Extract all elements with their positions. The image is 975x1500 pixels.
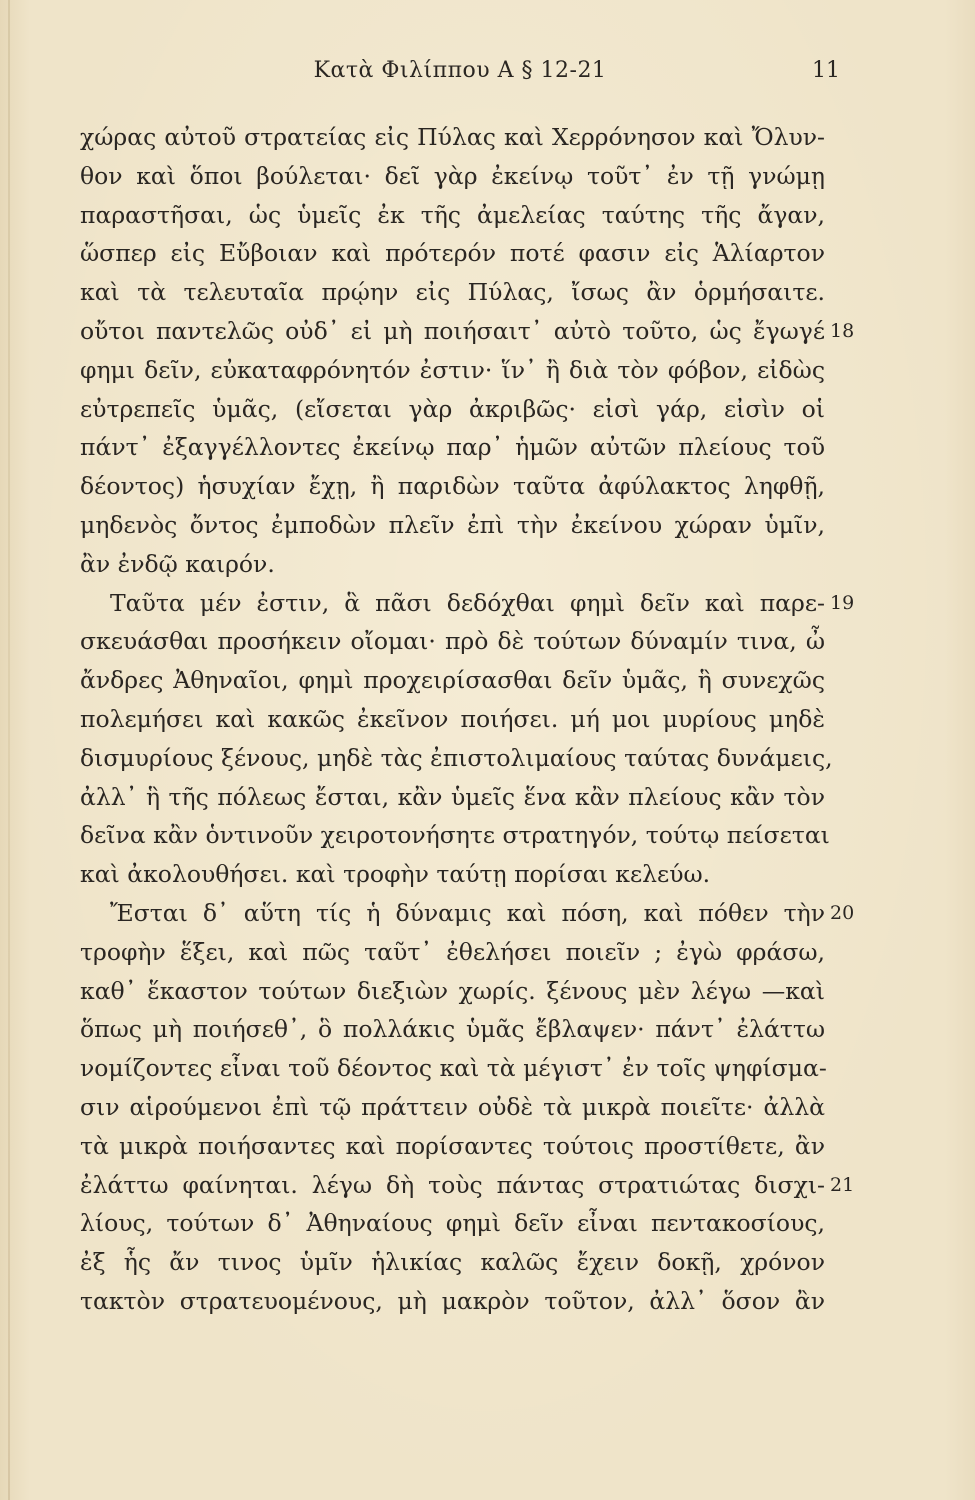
text-line: λίους, τούτων δ᾽ Ἀθηναίους φημὶ δεῖν εἶναι πεντακοσίους, xyxy=(80,1209,825,1238)
text-line: χώρας αὐτοῦ στρατείας εἰς Πύλας καὶ Χερρόνησον καὶ Ὄλυν- xyxy=(80,123,825,151)
section-number: 18 xyxy=(830,320,855,342)
text-line: ἀλλ᾽ ἣ τῆς πόλεως ἔσται, κἂν ὑμεῖς ἕνα κἂν πλείους κἂν τὸν xyxy=(80,782,825,811)
text-line: Ταῦτα μέν ἐστιν, ἃ πᾶσι δεδόχθαι φημὶ δεῖν καὶ παρε- xyxy=(110,588,825,617)
text-line: πολεμήσει καὶ κακῶς ἐκεῖνον ποιήσει. μή μοι μυρίους μηδὲ xyxy=(80,704,825,733)
text-line: τὰ μικρὰ ποιήσαντες καὶ πορίσαντες τούτοις προστίθετε, ἂν xyxy=(80,1131,825,1160)
text-line: καὶ ἀκολουθήσει. καὶ τροφὴν ταύτῃ πορίσαι κελεύω. xyxy=(80,860,711,889)
text-line: Ἔσται δ᾽ αὕτη τίς ἡ δύναμις καὶ πόση, καὶ πόθεν τὴν xyxy=(110,898,825,927)
page-gutter xyxy=(8,0,10,1500)
page-header xyxy=(0,58,975,98)
running-title: Κατὰ Φιλίππου Α § 12-21 xyxy=(313,58,607,83)
body-text xyxy=(80,118,833,1321)
text-line: σιν αἱρούμενοι ἐπὶ τῷ πράττειν οὐδὲ τὰ μικρὰ ποιεῖτε· ἀλλὰ xyxy=(80,1092,825,1121)
section-number: 20 xyxy=(830,902,855,924)
page-number: 11 xyxy=(812,58,840,83)
text-line: δέοντος) ἡσυχίαν ἔχῃ, ἢ παριδὼν ταῦτα ἀφύλακτος ληφθῇ, xyxy=(80,472,825,501)
text-line: ἐλάττω φαίνηται. λέγω δὴ τοὺς πάντας στρατιώτας δισχι- xyxy=(80,1170,825,1199)
text-line: εὐτρεπεῖς ὑμᾶς, (εἴσεται γὰρ ἀκριβῶς· εἰσὶ γάρ, εἰσὶν οἱ xyxy=(80,394,825,423)
section-number: 21 xyxy=(830,1174,855,1196)
text-line: θον καὶ ὅποι βούλεται· δεῖ γὰρ ἐκείνῳ τοῦτ᾽ ἐν τῇ γνώμῃ xyxy=(80,161,825,190)
text-line: ἄνδρες Ἀθηναῖοι, φημὶ προχειρίσασθαι δεῖν ὑμᾶς, ἣ συνεχῶς xyxy=(80,666,825,695)
text-line: πάντ᾽ ἐξαγγέλλοντες ἐκείνῳ παρ᾽ ἡμῶν αὐτῶν πλείους τοῦ xyxy=(80,433,825,462)
text-line: φημι δεῖν, εὐκαταφρόνητόν ἐστιν· ἵν᾽ ἢ διὰ τὸν φόβον, εἰδὼς xyxy=(80,355,825,384)
text-line: ἐξ ἧς ἄν τινος ὑμῖν ἡλικίας καλῶς ἔχειν δοκῇ, χρόνον xyxy=(80,1248,825,1277)
text-line: ὅπως μὴ ποιήσεθ᾽, ὃ πολλάκις ὑμᾶς ἔβλαψεν· πάντ᾽ ἐλάττω xyxy=(80,1015,825,1044)
text-line: τροφὴν ἕξει, καὶ πῶς ταῦτ᾽ ἐθελήσει ποιεῖν ; ἐγὼ φράσω, xyxy=(80,937,825,966)
text-line: παραστῆσαι, ὡς ὑμεῖς ἐκ τῆς ἀμελείας ταύτης τῆς ἄγαν, xyxy=(80,200,825,229)
text-line: σκευάσθαι προσήκειν οἴομαι· πρὸ δὲ τούτων δύναμίν τινα, ὦ xyxy=(80,627,825,656)
text-line: δισμυρίους ξένους, μηδὲ τὰς ἐπιστολιμαίους ταύτας δυνάμεις, xyxy=(80,743,833,772)
text-line: τακτὸν στρατευομένους, μὴ μακρὸν τοῦτον, ἀλλ᾽ ὅσον ἂν xyxy=(80,1286,825,1315)
text-line: καθ᾽ ἕκαστον τούτων διεξιὼν χωρίς. ξένους μὲν λέγω —καὶ xyxy=(80,976,825,1005)
text-line: οὔτοι παντελῶς οὐδ᾽ εἰ μὴ ποιήσαιτ᾽ αὐτὸ τοῦτο, ὡς ἔγωγέ xyxy=(80,316,825,345)
text-line: καὶ τὰ τελευταῖα πρῴην εἰς Πύλας, ἴσως ἂν ὁρμήσαιτε. xyxy=(80,278,825,307)
text-line: ὥσπερ εἰς Εὔβοιαν καὶ πρότερόν ποτέ φασιν εἰς Ἁλίαρτον xyxy=(80,239,825,268)
section-number: 19 xyxy=(830,592,855,614)
text-line: ἂν ἐνδῷ καιρόν. xyxy=(80,549,275,578)
text-line: νομίζοντες εἶναι τοῦ δέοντος καὶ τὰ μέγιστ᾽ ἐν τοῖς ψηφίσμα- xyxy=(80,1054,827,1083)
text-line: δεῖνα κἂν ὁντινοῦν χειροτονήσητε στρατηγόν, τούτῳ πείσεται xyxy=(80,821,830,850)
text-line: μηδενὸς ὄντος ἐμποδὼν πλεῖν ἐπὶ τὴν ἐκείνου χώραν ὑμῖν, xyxy=(80,510,825,539)
